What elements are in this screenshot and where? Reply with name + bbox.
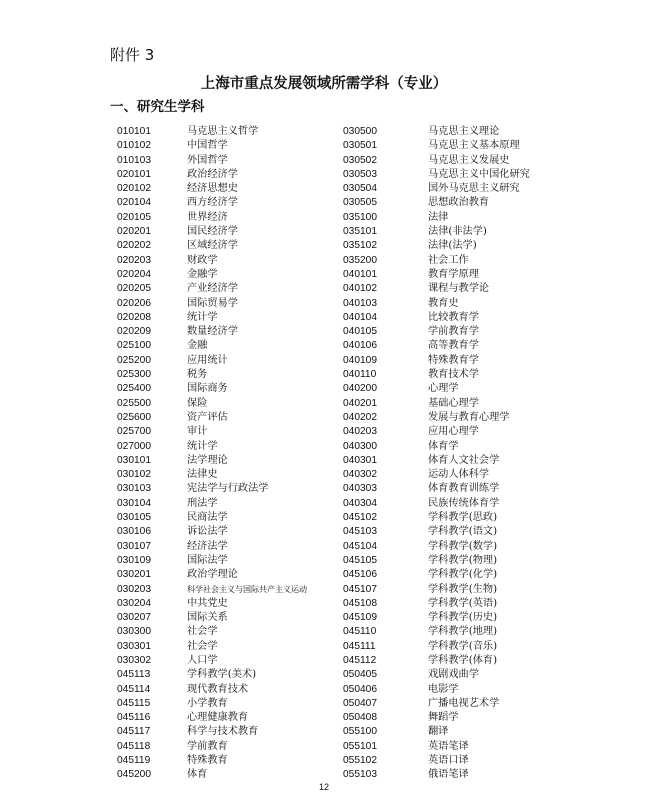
table-row [0,697,648,711]
left-code: 025400 [117,383,151,395]
left-code: 045114 [117,683,151,695]
right-code: 050408 [343,712,377,724]
right-subject: 教育史 [428,297,459,309]
left-subject: 经济法学 [187,540,228,552]
right-code: 045105 [343,554,377,566]
left-subject: 政治学理论 [187,569,238,581]
left-subject: 中共党史 [187,597,228,609]
left-code: 010101 [117,126,151,137]
right-code: 040110 [343,369,377,381]
left-code: 030101 [117,454,151,466]
left-subject: 国民经济学 [187,226,238,238]
left-subject: 资产评估 [187,411,228,423]
left-subject: 小学教育 [187,697,228,709]
left-code: 020204 [117,268,151,280]
left-subject: 政治经济学 [187,168,238,180]
table-row [0,468,648,482]
right-code: 030501 [343,140,377,152]
left-subject: 金融学 [187,268,218,280]
right-code: 040104 [343,311,377,323]
left-subject: 诉讼法学 [187,526,228,538]
right-code: 045108 [343,597,377,609]
left-subject: 区域经济学 [187,240,238,252]
right-subject: 广播电视艺术学 [428,697,500,709]
right-subject: 学科教学(化学) [428,569,498,581]
right-subject: 学科教学(物理) [428,554,498,566]
right-code: 050407 [343,697,377,709]
left-code: 020101 [117,168,151,180]
table-row [0,311,648,325]
left-code: 030203 [117,583,151,595]
table-row [0,554,648,568]
left-subject: 税务 [187,369,208,381]
left-subject: 法律史 [187,469,218,481]
page-title: 上海市重点发展领域所需学科（专业） [200,76,448,92]
right-subject: 教育技术学 [428,369,479,381]
right-subject: 应用心理学 [428,426,479,438]
left-subject: 国际商务 [187,383,228,395]
right-code: 035200 [343,254,377,266]
table-row [0,568,648,582]
right-subject: 学科教学(数学) [428,540,498,552]
left-code: 020203 [117,254,151,266]
table-row [0,211,648,225]
right-subject: 俄语笔译 [428,769,469,781]
left-code: 045117 [117,726,151,738]
right-subject: 马克思主义中国化研究 [428,168,530,180]
table-row [0,425,648,439]
table-row [0,454,648,468]
right-code: 055100 [343,726,377,738]
right-code: 030505 [343,197,377,209]
left-code: 010102 [117,140,151,152]
table-row [0,254,648,268]
table-row [0,540,648,554]
table-row [0,168,648,182]
left-code: 030201 [117,569,151,581]
left-code: 045115 [117,697,151,709]
right-code: 030500 [343,126,377,137]
left-code: 030106 [117,526,151,538]
left-code: 025500 [117,397,151,409]
right-code: 045109 [343,612,377,624]
left-code: 020102 [117,183,151,195]
left-code: 020205 [117,283,151,295]
right-subject: 戏剧戏曲学 [428,669,479,681]
left-subject: 学科教学(美术) [187,669,257,681]
left-code: 020104 [117,197,151,209]
right-subject: 心理学 [428,383,459,395]
table-row [0,225,648,239]
left-subject: 法学理论 [187,454,228,466]
right-subject: 学科教学(思政) [428,512,498,524]
right-subject: 法律(非法学) [428,226,487,238]
right-subject: 马克思主义基本原理 [428,140,520,152]
left-subject: 保险 [187,397,208,409]
left-subject: 统计学 [187,440,218,452]
table-row [0,668,648,682]
table-row [0,440,648,454]
table-row [0,382,648,396]
right-subject: 翻译 [428,726,449,738]
left-code: 030105 [117,512,151,524]
right-subject: 马克思主义理论 [428,126,500,137]
right-subject: 学科教学(英语) [428,597,498,609]
right-subject: 学科教学(语文) [428,526,498,538]
left-code: 020201 [117,226,151,238]
right-subject: 国外马克思主义研究 [428,183,520,195]
table-row [0,754,648,768]
left-code: 025100 [117,340,151,352]
right-code: 030502 [343,154,377,166]
right-subject: 思想政治教育 [428,197,490,209]
table-row [0,597,648,611]
left-subject: 心理健康教育 [187,712,249,724]
left-subject: 经济思想史 [187,183,238,195]
right-code: 045104 [343,540,377,552]
left-code: 020202 [117,240,151,252]
right-code: 045103 [343,526,377,538]
right-code: 040103 [343,297,377,309]
right-code: 040300 [343,440,377,452]
left-code: 020105 [117,211,151,223]
left-subject: 人口学 [187,654,218,666]
table-row [0,625,648,639]
table-row [0,368,648,382]
right-subject: 教育学原理 [428,268,479,280]
right-code: 050406 [343,683,377,695]
left-code: 045118 [117,740,151,752]
left-code: 030207 [117,612,151,624]
page-number: 12 [318,782,329,792]
right-subject: 体育学 [428,440,459,452]
left-subject: 现代教育技术 [187,683,249,695]
left-subject: 中国哲学 [187,140,228,152]
table-row [0,268,648,282]
right-code: 040101 [343,268,377,280]
right-code: 045111 [343,640,376,652]
right-code: 040202 [343,411,377,423]
subject-list [0,125,648,783]
right-code: 035100 [343,211,377,223]
right-subject: 学科教学(体育) [428,654,498,666]
left-subject: 产业经济学 [187,283,238,295]
table-row [0,196,648,210]
right-subject: 法律 [428,211,449,223]
right-code: 030503 [343,168,377,180]
right-code: 030504 [343,183,377,195]
left-subject: 世界经济 [187,211,228,223]
left-code: 045116 [117,712,151,724]
left-code: 020208 [117,311,151,323]
right-subject: 学科教学(生物) [428,583,498,595]
right-code: 040200 [343,383,377,395]
right-subject: 发展与教育心理学 [428,411,510,423]
right-subject: 电影学 [428,683,459,695]
left-subject: 财政学 [187,254,218,266]
left-code: 030302 [117,654,151,666]
left-subject: 数量经济学 [187,326,238,338]
left-code: 010103 [117,154,151,166]
left-subject: 西方经济学 [187,197,238,209]
left-subject: 国际贸易学 [187,297,238,309]
left-code: 030107 [117,540,151,552]
right-code: 055101 [343,740,377,752]
left-subject: 刑法学 [187,497,218,509]
left-subject: 社会学 [187,640,218,652]
table-row [0,683,648,697]
left-subject: 国际关系 [187,612,228,624]
table-row [0,139,648,153]
left-subject: 审计 [187,426,208,438]
left-code: 020209 [117,326,151,338]
left-code: 030109 [117,554,151,566]
right-subject: 课程与教学论 [428,283,490,295]
right-code: 040302 [343,469,377,481]
right-subject: 学科教学(地理) [428,626,498,638]
left-subject: 特殊教育 [187,755,228,767]
left-code: 030204 [117,597,151,609]
right-code: 040102 [343,283,377,295]
left-subject: 外国哲学 [187,154,228,166]
table-row [0,711,648,725]
right-code: 040106 [343,340,377,352]
left-subject: 科学社会主义与国际共产主义运动 [187,584,307,594]
right-subject: 学科教学(历史) [428,612,498,624]
table-row [0,583,648,597]
right-subject: 马克思主义发展史 [428,154,510,166]
table-row [0,154,648,168]
right-subject: 英语笔译 [428,740,469,752]
right-subject: 法律(法学) [428,240,477,252]
table-row [0,297,648,311]
left-subject: 宪法学与行政法学 [187,483,269,495]
table-row [0,482,648,496]
left-code: 045119 [117,755,151,767]
right-subject: 运动人体科学 [428,469,490,481]
right-subject: 基础心理学 [428,397,479,409]
left-code: 030301 [117,640,151,652]
right-code: 040203 [343,426,377,438]
left-code: 020206 [117,297,151,309]
table-row [0,654,648,668]
left-subject: 国际法学 [187,554,228,566]
right-subject: 舞蹈学 [428,712,459,724]
table-row [0,740,648,754]
left-subject: 马克思主义哲学 [187,126,259,137]
attachment-label: 附件 3 [110,46,155,64]
table-row [0,611,648,625]
left-subject: 统计学 [187,311,218,323]
table-row [0,354,648,368]
right-code: 050405 [343,669,377,681]
right-code: 040301 [343,454,377,466]
table-row [0,640,648,654]
table-row [0,497,648,511]
left-subject: 应用统计 [187,354,228,366]
right-code: 045112 [343,654,377,666]
table-row [0,725,648,739]
table-row [0,239,648,253]
left-code: 030104 [117,497,151,509]
table-row [0,182,648,196]
right-subject: 英语口译 [428,755,469,767]
table-row [0,125,648,139]
table-row [0,325,648,339]
right-subject: 特殊教育学 [428,354,479,366]
right-subject: 民族传统体育学 [428,497,500,509]
right-code: 055102 [343,755,377,767]
right-code: 040109 [343,354,377,366]
table-row [0,339,648,353]
left-subject: 社会学 [187,626,218,638]
right-subject: 学前教育学 [428,326,479,338]
right-subject: 学科教学(音乐) [428,640,498,652]
left-code: 025700 [117,426,151,438]
right-code: 055103 [343,769,377,781]
right-code: 035102 [343,240,377,252]
left-code: 030102 [117,469,151,481]
right-code: 035101 [343,226,377,238]
right-code: 045102 [343,512,377,524]
right-code: 040303 [343,483,377,495]
left-subject: 民商法学 [187,512,228,524]
table-row [0,525,648,539]
right-subject: 社会工作 [428,254,469,266]
right-code: 040201 [343,397,377,409]
right-subject: 高等教育学 [428,340,479,352]
right-subject: 比较教育学 [428,311,479,323]
right-code: 045106 [343,569,377,581]
left-code: 027000 [117,440,151,452]
right-code: 045107 [343,583,377,595]
left-subject: 科学与技术教育 [187,726,259,738]
table-row [0,511,648,525]
right-code: 040304 [343,497,377,509]
left-code: 025300 [117,369,151,381]
left-code: 025600 [117,411,151,423]
right-code: 040105 [343,326,377,338]
left-code: 030103 [117,483,151,495]
table-row [0,768,648,782]
left-code: 025200 [117,354,151,366]
right-code: 045110 [343,626,377,638]
left-code: 045200 [117,769,151,781]
right-subject: 体育教育训练学 [428,483,500,495]
left-code: 045113 [117,669,151,681]
table-row [0,397,648,411]
left-subject: 学前教育 [187,740,228,752]
left-subject: 金融 [187,340,208,352]
left-code: 030300 [117,626,151,638]
right-subject: 体育人文社会学 [428,454,500,466]
section-heading: 一、研究生学科 [110,99,205,115]
table-row [0,411,648,425]
table-row [0,282,648,296]
left-subject: 体育 [187,769,208,781]
